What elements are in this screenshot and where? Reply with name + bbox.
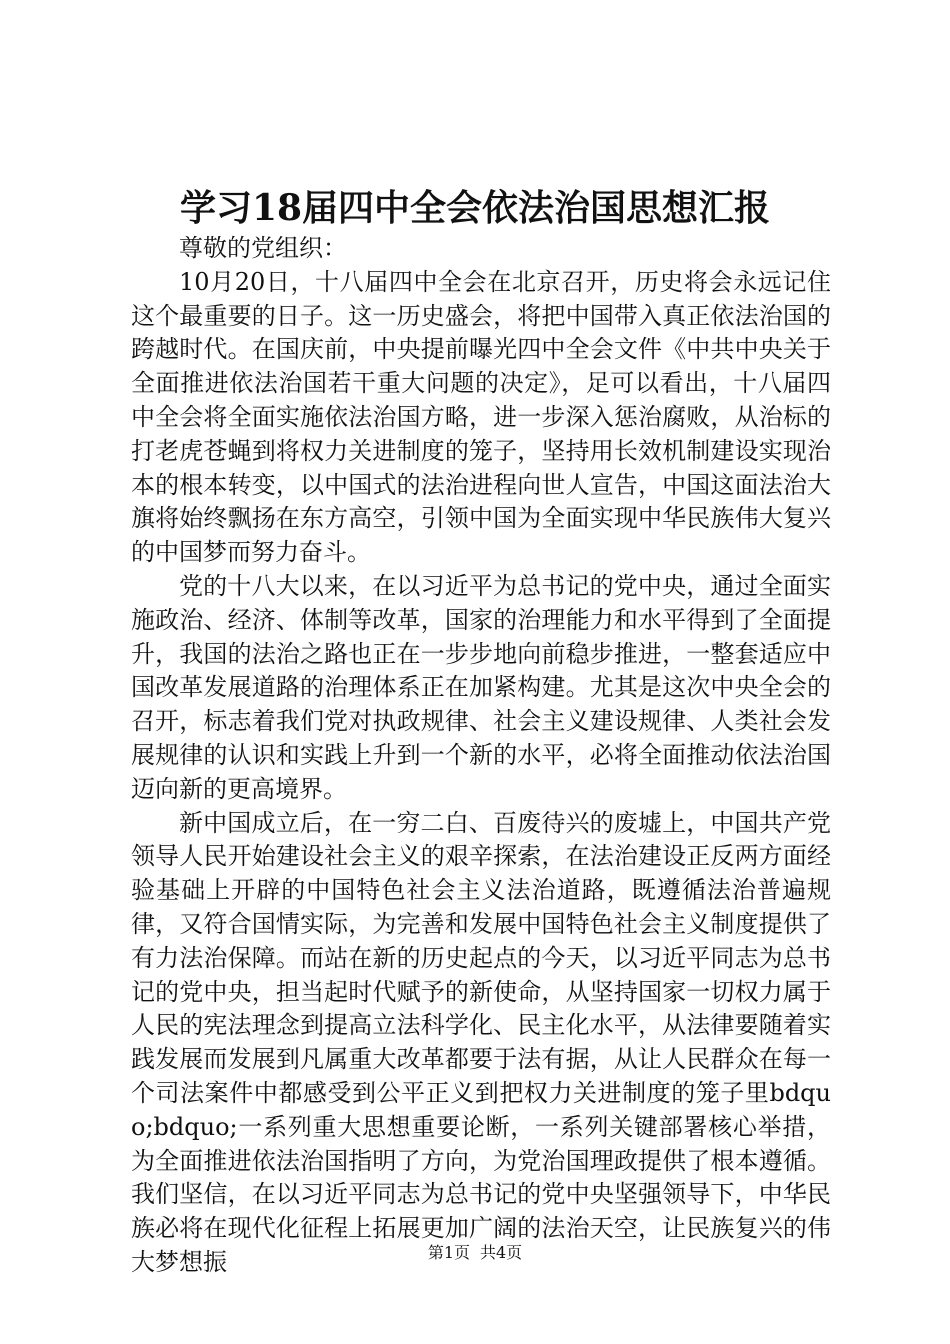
page-number: 第1页 <box>427 1243 470 1262</box>
salutation: 尊敬的党组织： <box>179 234 347 262</box>
paragraph-2: 党的十八大以来，在以习近平为总书记的党中央，通过全面实施政治、经济、体制等改革，国家的治理能力和水平得到了全面提升，我国的法治之路也正在一步步地向前稳步推进，一整套适应中国改革发展道路的治理体系正在加紧构建。尤其是这次中央全会的召开，标志着我们党对执政规律、社会主义建设规律、人类社会发展规律的认识和实践上升到一个新的水平，必将全面推动依法治国迈向新的更高境界。 <box>131 571 831 803</box>
document-body <box>131 232 831 1280</box>
page-footer <box>0 1241 950 1265</box>
paragraph-3: 新中国成立后，在一穷二白、百废待兴的废墟上，中国共产党领导人民开始建设社会主义的艰辛探索，在法治建设正反两方面经验基础上开辟的中国特色社会主义法治道路，既遵循法治普遍规律，又符合国情实际，为完善和发展中国特色社会主义制度提供了有力法治保障。而站在新的历史起点的今天，以习近平同志为总书记的党中央，担当起时代赋予的新使命，从坚持国家一切权力属于人民的宪法理念到提高立法科学化、民主化水平，从法律要随着实践发展而发展到凡属重大改革都要于法有据，从让人民群众在每一个司法案件中都感受到公平正义到把权力关进制度的笼子里bdquo;bdquo;一系列重大思想重要论断，一系列关键部署核心举措，为全面推进依法治国指明了方向，为党治国理政提供了根本遵循。我们坚信，在以习近平同志为总书记的党中央坚强领导下，中华民族必将在现代化征程上拓展更加广阔的法治天空，让民族复兴的伟大梦想振 <box>131 808 831 1276</box>
page-total: 共4页 <box>480 1243 523 1262</box>
document-title: 学习18届四中全会依法治国思想汇报 <box>179 187 771 229</box>
paragraph-1: 10月20日，十八届四中全会在北京召开，历史将会永远记住这个最重要的日子。这一历史盛会，将把中国带入真正依法治国的跨越时代。在国庆前，中央提前曝光四中全会文件《中共中央关于全面推进依法治国若干重大问题的决定》，足可以看出，十八届四中全会将全面实施依法治国方略，进一步深入惩治腐败，从治标的打老虎苍蝇到将权力关进制度的笼子，坚持用长效机制建设实现治本的根本转变，以中国式的法治进程向世人宣告，中国这面法治大旗将始终飘扬在东方高空，引领中国为全面实现中华民族伟大复兴的中国梦而努力奋斗。 <box>131 267 831 567</box>
